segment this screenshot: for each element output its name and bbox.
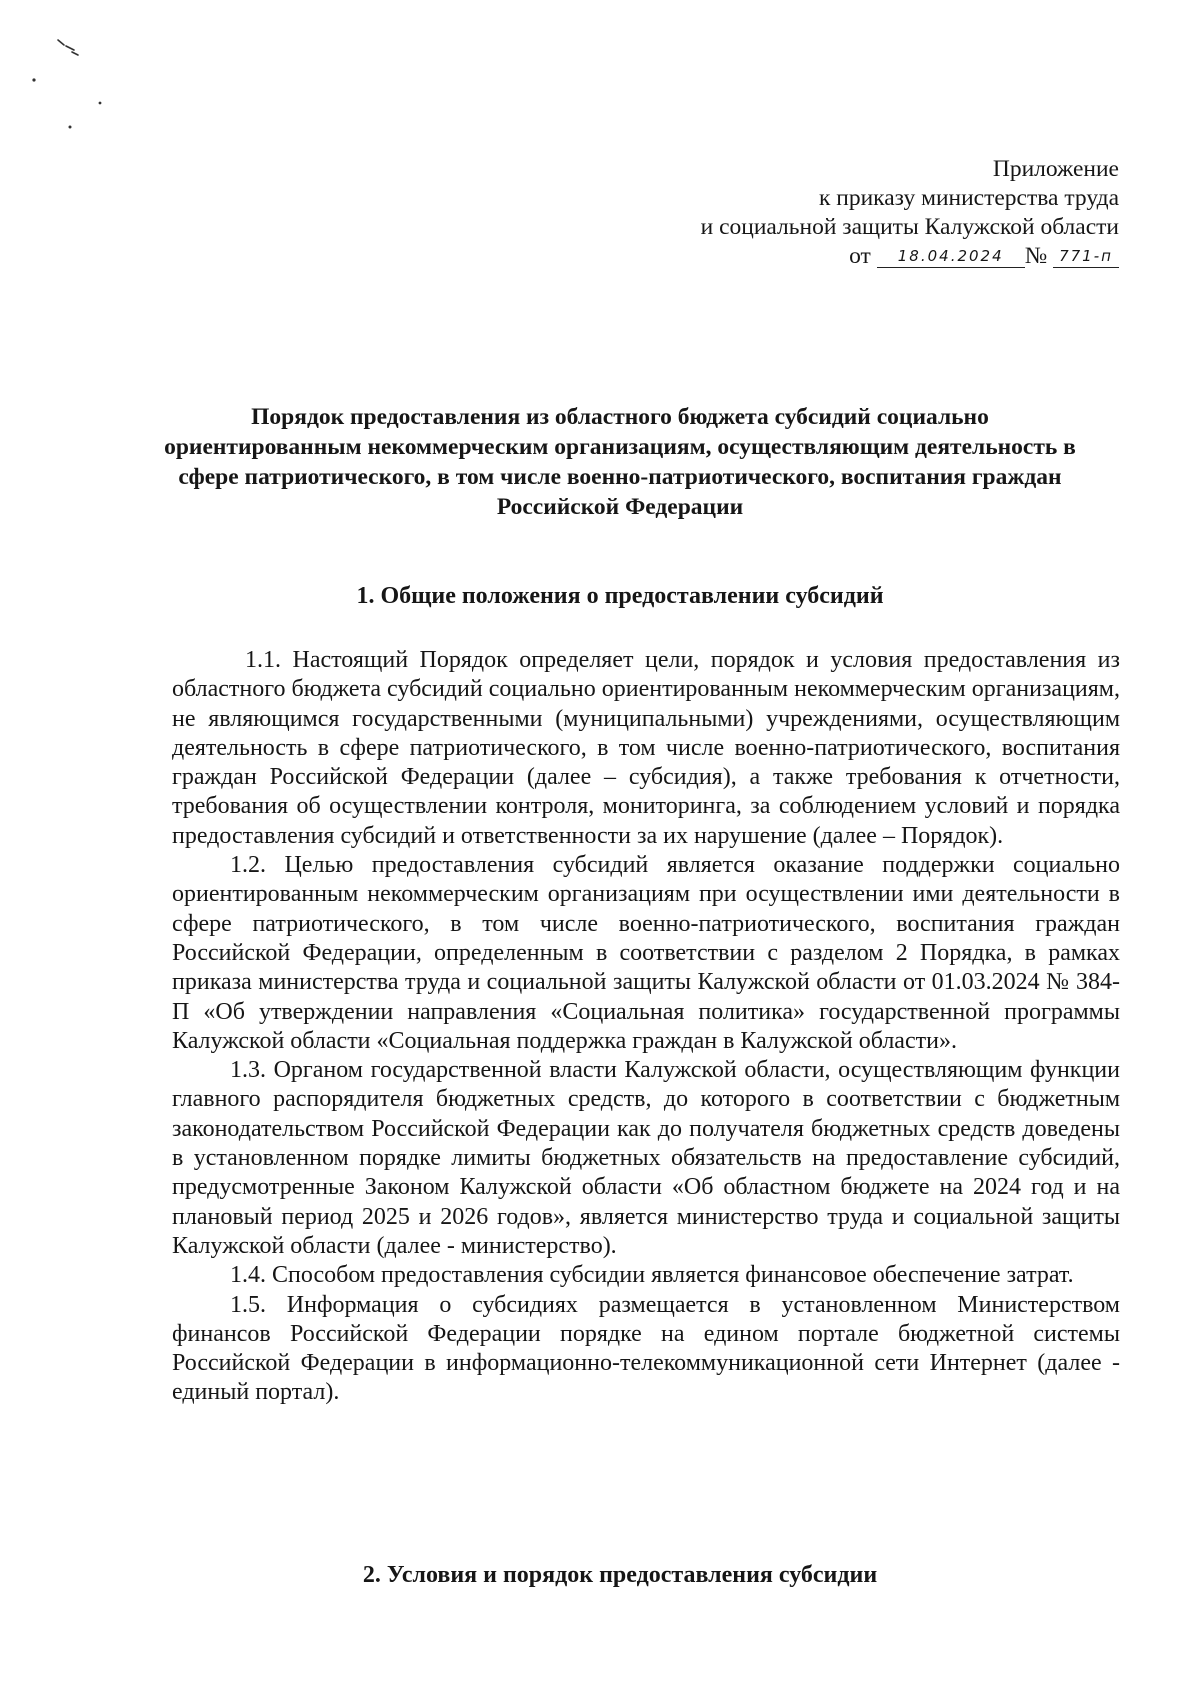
number-sign: № bbox=[1024, 243, 1048, 269]
appendix-order-ref: к приказу министерства труда bbox=[818, 185, 1119, 211]
handwritten-number: 771-п bbox=[1053, 245, 1119, 268]
paragraph-1-2: 1.2. Целью предоставления субсидий является оказание поддержки социально ориентированным некоммерческим организациям при осуществлении ими деятельности в сфере патриотического, в том числе военно-патриотического, воспитания граждан Российской Федерации, определенным в соответствии с разделом 2 Порядка, в рамках приказа министерства труда и социальной защиты Калужской области от 01.03.2024 № 384-П «Об утверждении направления «Социальная политика» государственной программы Калужской области «Социальная поддержка граждан в Калужской области». bbox=[172, 852, 1120, 1054]
section-1-body bbox=[172, 646, 1120, 1408]
paragraph-1-1: 1.1. Настоящий Порядок определяет цели, порядок и условия предоставления из областного бюджета субсидий социально ориентированным некоммерческим организациям, не являющимся государственными (муниципальными) учреждениями, осуществляющим деятельность в сфере патриотического, в том числе военно-патриотического, воспитания граждан Российской Федерации (далее – субсидия), а также требования к отчетности, требования об осуществлении контроля, мониторинга, за соблюдением условий и порядка предоставления субсидий и ответственности за их нарушение (далее – Порядок). bbox=[172, 647, 1120, 849]
scan-specks bbox=[0, 0, 140, 140]
section-1-heading: 1. Общие положения о предоставлении субсидий bbox=[356, 583, 884, 609]
paragraph-1-5: 1.5. Информация о субсидиях размещается в установленном Министерством финансов Российской Федерации порядке на едином портале бюджетной системы Российской Федерации в информационно-телекоммуникационной сети Интернет (далее - единый портал). bbox=[172, 1291, 1120, 1406]
date-prefix: от bbox=[849, 243, 871, 269]
paragraph-1-4: 1.4. Способом предоставления субсидии является финансовое обеспечение затрат. bbox=[230, 1262, 1074, 1289]
appendix-ministry: и социальной защиты Калужской области bbox=[700, 214, 1119, 240]
handwritten-date: 18.04.2024 bbox=[877, 245, 1025, 268]
appendix-title: Приложение bbox=[992, 156, 1119, 182]
appendix-header bbox=[701, 155, 1119, 271]
section-2-heading: 2. Условия и порядок предоставления субсидии bbox=[362, 1562, 878, 1588]
paragraph-1-3: 1.3. Органом государственной власти Калужской области, осуществляющим функции главного распорядителя бюджетных средств, до которого в соответствии с бюджетным законодательством Российской Федерации как до получателя бюджетных средств доведены в установленном порядке лимиты бюджетных обязательств на предоставление субсидий, предусмотренные Законом Калужской области «Об областном бюджете на 2024 год и на плановый период 2025 и 2026 годов», является министерство труда и социальной защиты Калужской области (далее - министерство). bbox=[172, 1057, 1120, 1259]
appendix-date-number bbox=[701, 242, 1119, 271]
document-title: Порядок предоставления из областного бюджета субсидий социально ориентированным некоммерческим организациям, осуществляющим деятельность в сфере патриотического, в том числе военно-патриотического, воспитания граждан Российской Федерации bbox=[164, 404, 1076, 520]
